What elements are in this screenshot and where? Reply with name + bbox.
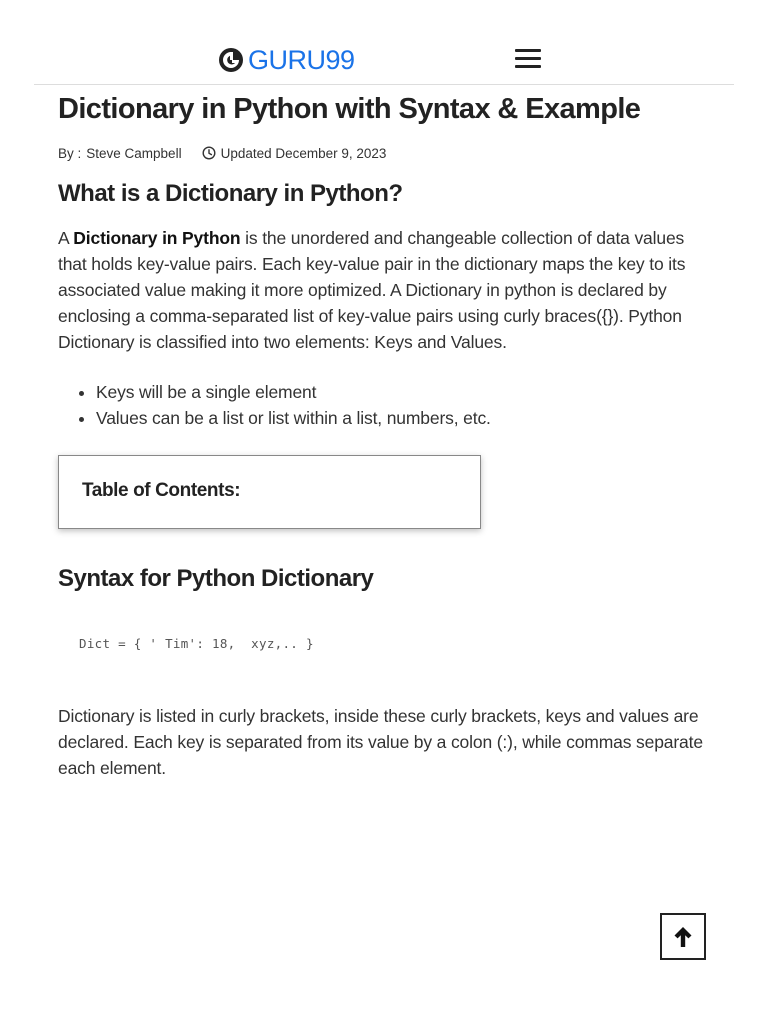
table-of-contents-toggle[interactable]	[58, 455, 481, 529]
author-link[interactable]: Steve Campbell	[86, 145, 182, 161]
bullet-list	[96, 379, 708, 431]
intro-bold-term: Dictionary in Python	[73, 228, 241, 248]
section-heading-syntax: Syntax for Python Dictionary	[58, 565, 374, 592]
clock-icon	[202, 146, 216, 160]
page-title: Dictionary in Python with Syntax & Example	[58, 93, 641, 125]
code-snippet: Dict = { ' Tim': 18, xyz,.. }	[79, 636, 314, 651]
byline	[58, 144, 708, 162]
article-content	[58, 90, 708, 781]
intro-rest: is the unordered and changeable collection of data values that holds key-value pairs. Each key-value pair in the dictionary maps the key to its associated value making it more optimized. A Dictionary in python is declared by enclosing a comma-separated list of key-value pairs using curly braces({}). Python Dictionary is classified into two elements: Keys and Values.	[58, 228, 686, 352]
guru99-logo-icon	[218, 47, 244, 73]
toc-label: Table of Contents:	[82, 480, 241, 501]
site-header	[34, 0, 734, 85]
intro-lead: A	[58, 228, 74, 248]
by-label: By :	[58, 145, 82, 161]
syntax-paragraph: Dictionary is listed in curly brackets, inside these curly brackets, keys and values are declared. Each key is separated from its value by a colon (:), while commas separate each element.	[58, 706, 703, 778]
section-heading-what-is: What is a Dictionary in Python?	[58, 180, 403, 207]
logo-text: GURU99	[248, 45, 355, 75]
updated-date: Updated December 9, 2023	[220, 145, 387, 161]
hamburger-menu-icon[interactable]	[515, 49, 541, 71]
list-item: • Values can be a list or list within a list, numbers, etc.	[96, 405, 708, 431]
intro-paragraph	[58, 225, 708, 355]
list-item: • Keys will be a single element	[96, 379, 708, 405]
scroll-to-top-button[interactable]	[660, 913, 706, 960]
arrow-up-icon	[672, 925, 694, 949]
site-logo[interactable]	[218, 44, 355, 76]
